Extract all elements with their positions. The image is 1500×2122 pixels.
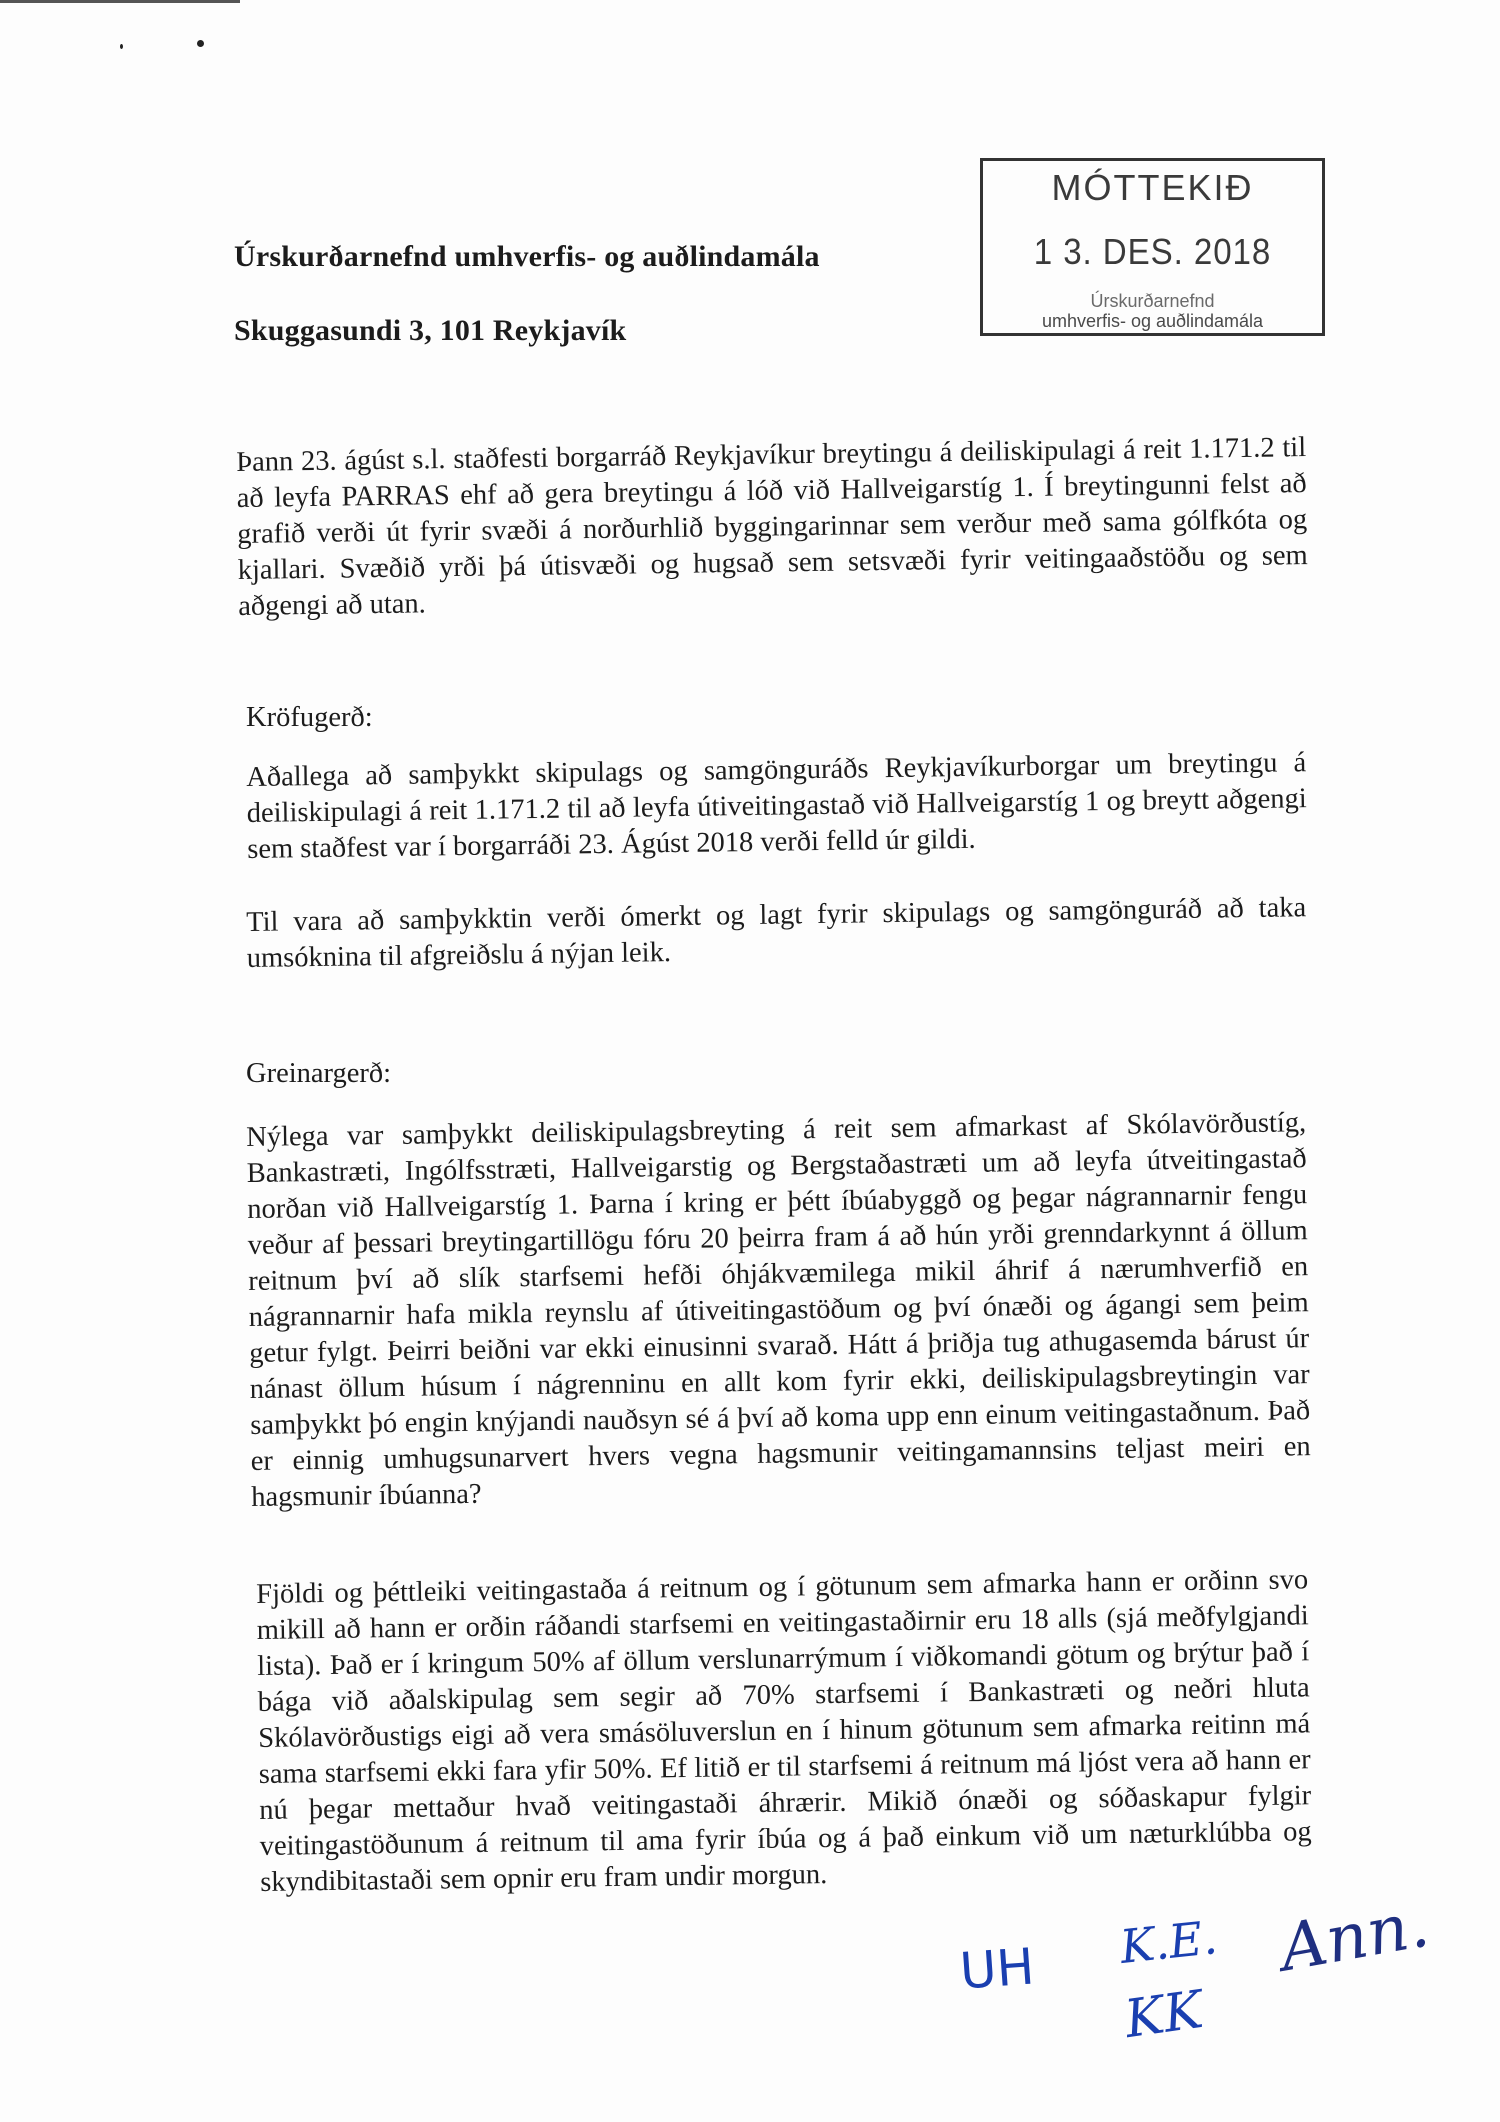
signature-4: Ann. — [1274, 1887, 1435, 1987]
stamp-org-line2: umhverfis- og auðlindamála — [1041, 311, 1264, 331]
recipient-address: Skuggasundi 3, 101 Reykjavík — [234, 314, 627, 347]
received-stamp — [980, 158, 1325, 336]
claims-primary: Aðallega að samþykkt skipulags og samgönguráðs Reykjavíkurborgar um breytingu á deiliskipulagi á reit 1.171.2 til að leyfa útiveitingastað við Hallveigarstíg 1 og breytt aðgengi sem staðfest var í borgarráði 23. Ágúst 2018 verði felld úr gildi. — [246, 747, 1307, 865]
scan-speck — [197, 40, 204, 47]
statement-heading: Greinargerð: — [246, 1058, 392, 1089]
statement-paragraph-2: Fjöldi og þéttleiki veitingastaða á reitnum og í götunum sem afmarka hann er orðinn svo mikill að hann er orðin ráðandi starfsemi en veitingastaðirnir eru 18 alls (sjá meðfylgjandi lista). Það er í kringum 50% af öllum verslunarrýmum í viðkomandi götum og brýtur það í bága við aðalskipulag sem segir að 70% starfsemi í Bankastræti og neðri hluta Skólavörðustigs eigi að vera smásöluverslun en í hinum götunum sem afmarka reitinn má sama starfsemi ekki fara yfir 50%. Ef litið er til starfsemi á reitnum má ljóst vera að hann er nú þegar mettaður hvað veitingastaði áhrærir. Mikið ónæði og sóðaskapur fylgir veitingastöðunum á reitnum til ama fyrir íbúa og á það einkum við um næturklúbba og skyndibitastaði sem opnir eru fram undir morgun. — [256, 1564, 1312, 1898]
signature-initials-3: KK — [1121, 1979, 1207, 2051]
scan-speck — [120, 44, 123, 49]
claims-alternative: Til vara að samþykktin verði ómerkt og lagt fyrir skipulags og samgönguráð að taka umsóknina til afgreiðslu á nýjan leik. — [246, 892, 1307, 974]
signature-initials-2: K.E. — [1117, 1910, 1220, 1974]
recipient-name: Úrskurðarnefnd umhverfis- og auðlindamála — [234, 240, 820, 273]
claims-heading: Kröfugerð: — [246, 702, 373, 733]
signature-initials-1: UH — [958, 1937, 1037, 2001]
statement-paragraph-1: Nýlega var samþykkt deiliskipulagsbreyting á reit sem afmarkast af Skólavörðustíg, Bankastræti, Ingólfsstræti, Hallveigarstig og Bergstaðastræti um að leyfa útveitingastað norðan við Hallveigarstíg 1. Þarna í kring er þétt íbúabyggð og þegar nágrannarnir fengu veður af þessari breytingartillögu fóru 20 þeirra fram á að hún yrði grenndarkynnt á öllum reitnum því að slík starfsemi hefði óhjákvæmilega mikil áhrif á nærumhverfið en nágrannarnir hafa mikla reynslu af útiveitingastöðum og því ónæði og ágangi sem þeim getur fylgt. Þeirri beiðni var ekki einusinni svarað. Hátt á þriðja tug athugasemda bárust úr nánast öllum húsum í nágrenninu en allt kom fyrir ekki, deiliskipulagsbreytingin var samþykkt þó engin knýjandi nauðsyn sé á því að koma upp enn einum veitingastaðnum. Það er einnig umhugsunarvert hvers vegna hagsmunir veitingamannsins teljast meiri en hagsmunir íbúanna? — [246, 1107, 1311, 1513]
stamp-org-line1: Úrskurðarnefnd — [1090, 291, 1215, 311]
stamp-title: MÓTTEKIÐ — [1051, 167, 1254, 208]
intro-paragraph: Þann 23. ágúst s.l. staðfesti borgarráð Reykjavíkur breytingu á deiliskipulagi á reit 1.171.2 til að leyfa PARRAS ehf að gera breytingu á lóð við Hallveigarstíg 1. Í breytingunni felst að grafið verði út fyrir svæði á norðurhlið byggingarinnar sem verður með sama gólfkóta og kjallari. Svæðið yrði þá útisvæði og hugsað sem setsvæði fyrir veitingaaðstöðu og sem aðgengi að utan. — [236, 432, 1308, 622]
scan-edge-line — [0, 0, 240, 3]
stamp-date: 1 3. DES. 2018 — [1033, 231, 1272, 272]
